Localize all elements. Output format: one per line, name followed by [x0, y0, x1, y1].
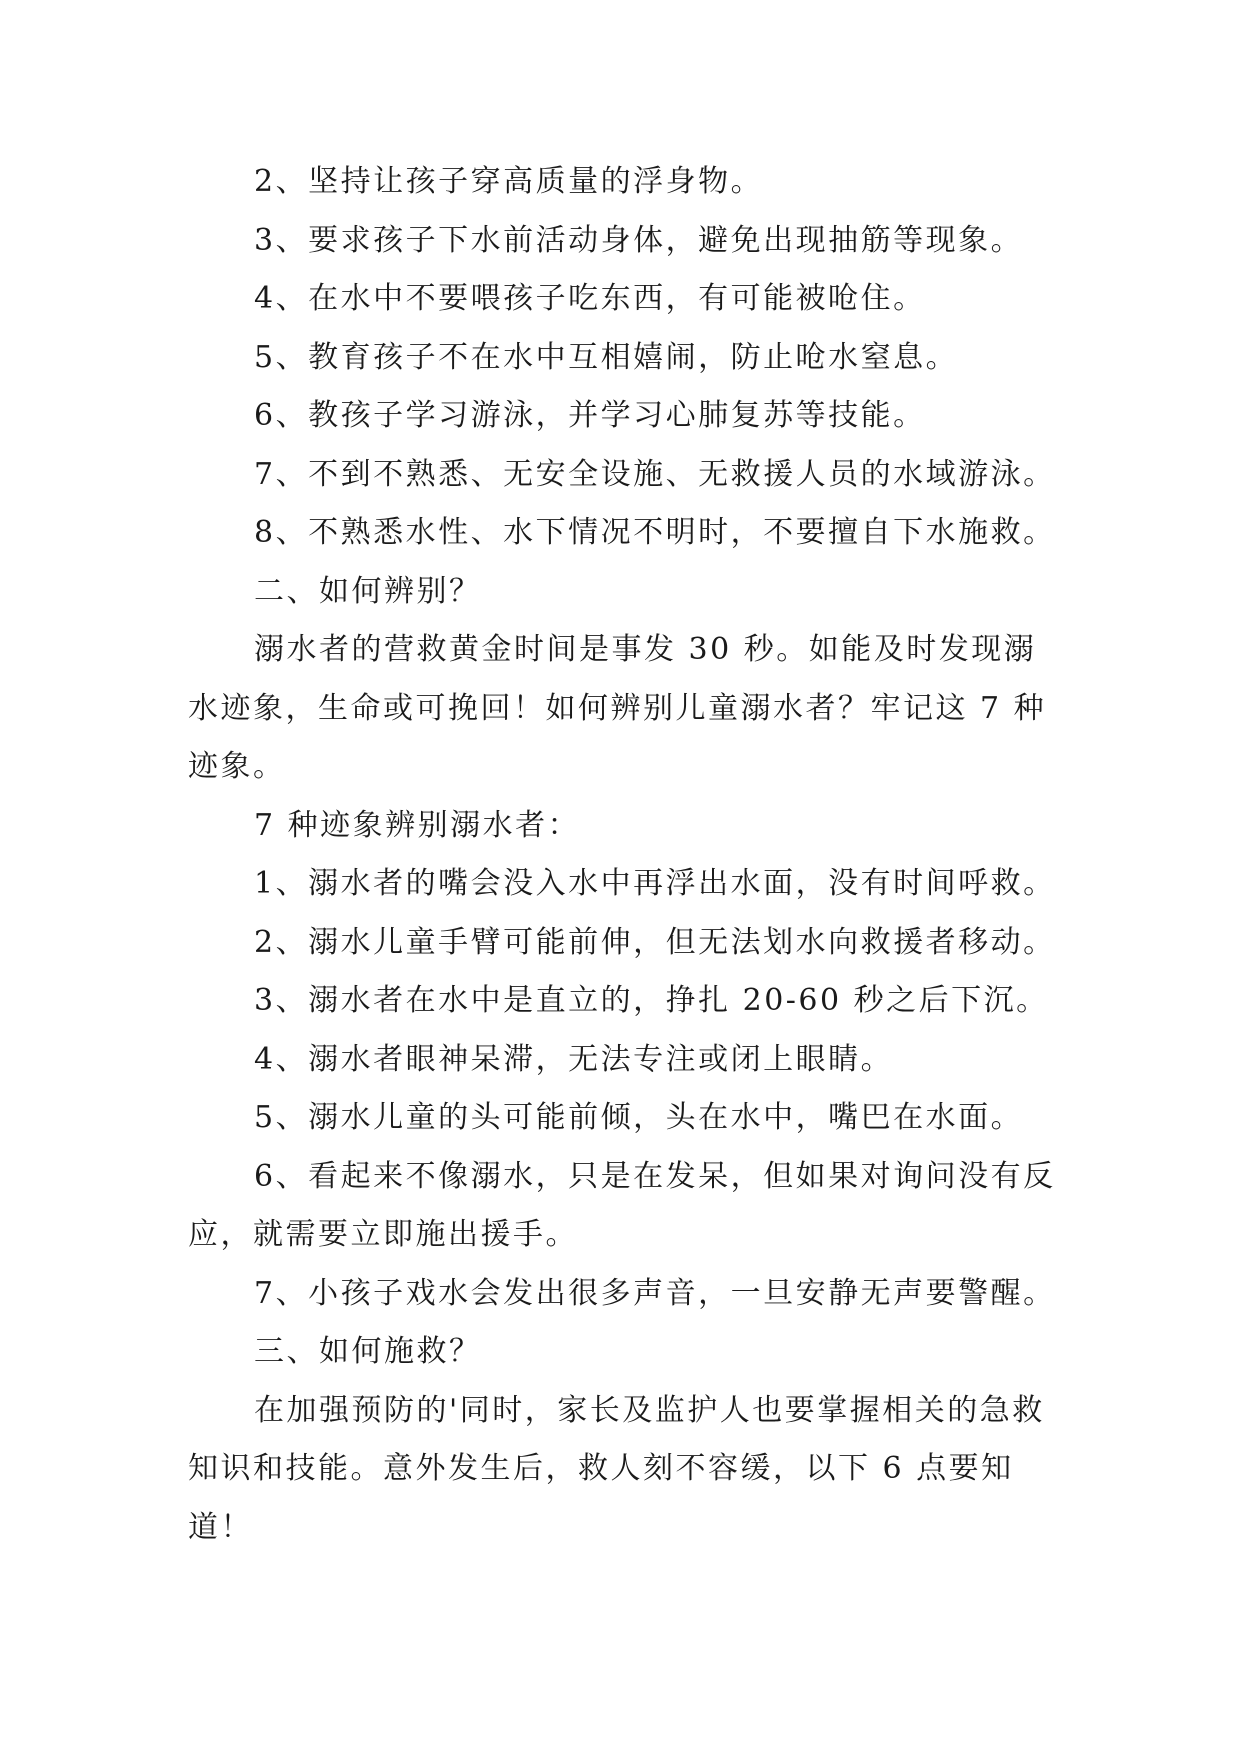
paragraph: 5、溺水儿童的头可能前倾，头在水中，嘴巴在水面。 — [254, 1100, 1024, 1135]
paragraph: 溺水者的营救黄金时间是事发 30 秒。如能及时发现溺水迹象，生命或可挽回！如何辨别儿童溺水者？牢记这 7 种迹象。 — [188, 632, 1047, 784]
section-heading: 二、如何辨别？ — [254, 573, 482, 609]
paragraph: 5、教育孩子不在水中互相嬉闹，防止呛水窒息。 — [254, 339, 959, 375]
paragraph: 4、在水中不要喂孩子吃东西，有可能被呛住。 — [254, 281, 926, 316]
paragraph: 1、溺水者的嘴会没入水中再浮出水面，没有时间呼救。 — [254, 866, 1056, 901]
document-body — [188, 153, 1068, 1557]
paragraph: 3、要求孩子下水前活动身体，避免出现抽筋等现象。 — [254, 222, 1024, 258]
paragraph: 3、溺水者在水中是直立的，挣扎 20-60 秒之后下沉。 — [254, 983, 1049, 1018]
paragraph: 6、教孩子学习游泳，并学习心肺复苏等技能。 — [254, 398, 926, 433]
paragraph: 8、不熟悉水性、水下情况不明时，不要擅自下水施救。 — [254, 515, 1056, 550]
paragraph: 7 种迹象辨别溺水者： — [254, 807, 581, 843]
section-heading: 三、如何施救？ — [254, 1334, 482, 1369]
paragraph: 7、小孩子戏水会发出很多声音，一旦安静无声要警醒。 — [254, 1275, 1056, 1311]
paragraph: 2、溺水儿童手臂可能前伸，但无法划水向救援者移动。 — [254, 924, 1056, 960]
paragraph: 4、溺水者眼神呆滞，无法专注或闭上眼睛。 — [254, 1041, 894, 1077]
paragraph: 在加强预防的'同时，家长及监护人也要掌握相关的急救知识和技能。意外发生后，救人刻不容缓，以下 6 点要知道！ — [188, 1392, 1045, 1545]
paragraph: 2、坚持让孩子穿高质量的浮身物。 — [254, 164, 764, 199]
paragraph: 7、不到不熟悉、无安全设施、无救援人员的水域游泳。 — [254, 456, 1056, 492]
paragraph: 6、看起来不像溺水，只是在发呆，但如果对询问没有反应，就需要立即施出援手。 — [188, 1158, 1056, 1252]
